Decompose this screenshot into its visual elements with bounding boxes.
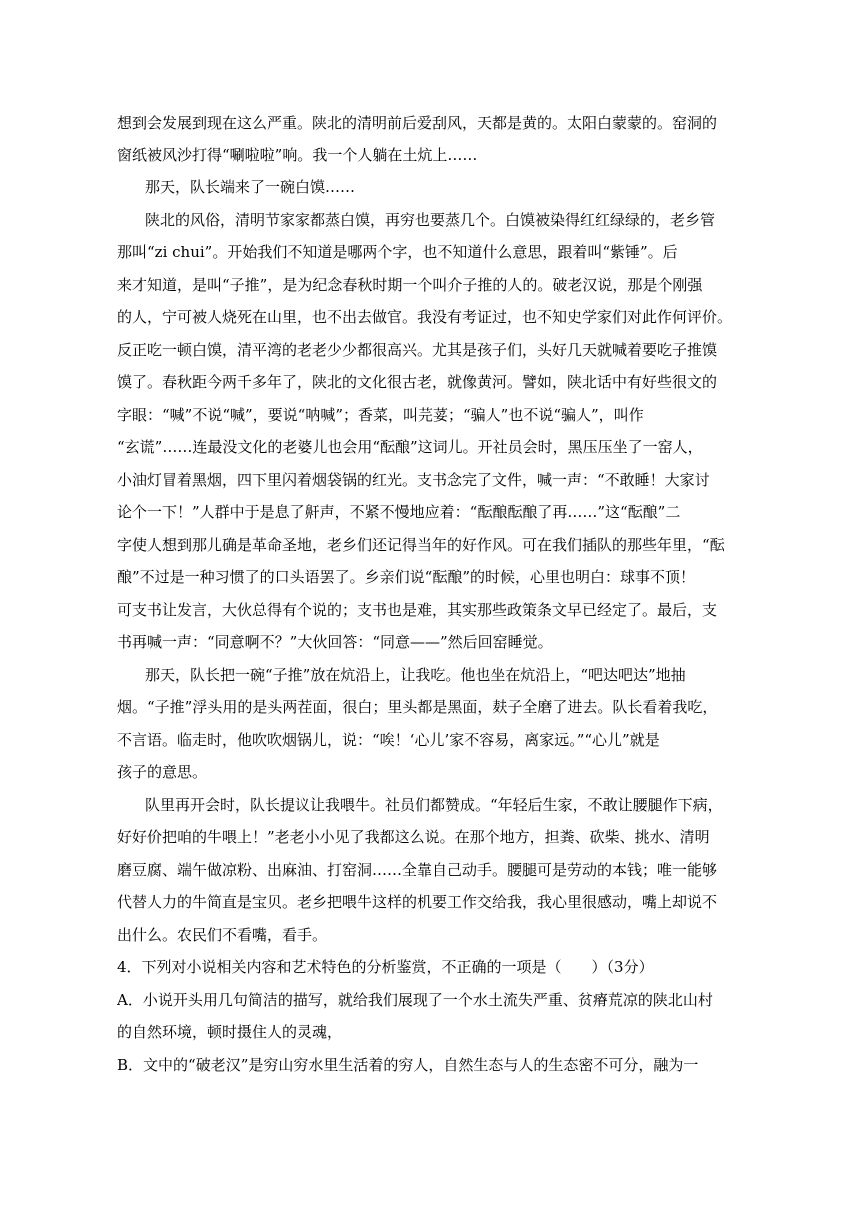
line-text: 烟。“子推”浮头用的是头两茬面，很白；里头都是黑面，麸子全磨了进去。队长看着我吃， xyxy=(117,698,718,716)
line-text: 陕北的风俗，清明节家家都蒸白馍，再穷也要蒸几个。白馍被染得红红绿绿的，老乡管 xyxy=(145,211,716,229)
line-text: A．小说开头用几句简洁的描写，就给我们展现了一个水土流失严重、贫瘠荒凉的陕北山村 xyxy=(117,991,713,1009)
text-line xyxy=(117,920,757,950)
line-text: 那叫“zi chui”。开始我们不知道是哪两个字，也不知道什么意思，跟着叫“紫锤”。后 xyxy=(117,243,678,261)
text-line xyxy=(117,985,757,1015)
text-line xyxy=(117,237,757,267)
text-line xyxy=(117,822,757,852)
text-line xyxy=(117,725,757,755)
line-text: 磨豆腐、端午做凉粉、出麻油、打窑洞……全靠自己动手。腰腿可是劳动的本钱；唯一能够 xyxy=(117,861,718,879)
line-text: 的人，宁可被人烧死在山里，也不出去做官。我没有考证过，也不知史学家们对此作何评价。 xyxy=(117,308,733,326)
text-line xyxy=(117,108,757,138)
line-text: 来才知道，是叫“子推”，是为纪念春秋时期一个叫介子推的人的。破老汉说，那是个刚强 xyxy=(117,276,703,294)
text-line xyxy=(117,497,757,527)
line-text: 可支书让发言，大伙总得有个说的；支书也是难，其实那些政策条文早已经定了。最后，支 xyxy=(117,601,718,619)
text-line xyxy=(145,172,757,202)
line-text: 字使人想到那儿确是革命圣地，老乡们还记得当年的好作风。可在我们插队的那些年里，“酝 xyxy=(117,536,725,554)
line-text: 馍了。春秋距今两千多年了，陕北的文化很古老，就像黄河。譬如，陕北话中有好些很文的 xyxy=(117,373,718,391)
text-line xyxy=(117,627,757,657)
text-line xyxy=(117,270,757,300)
line-text: 想到会发展到现在这么严重。陕北的清明前后爱刮风，天都是黄的。太阳白蒙蒙的。窑洞的 xyxy=(117,114,718,132)
text-line xyxy=(117,562,757,592)
text-line xyxy=(117,1017,757,1047)
line-text: B．文中的“破老汉”是穷山穷水里生活着的穷人，自然生态与人的生态密不可分，融为一 xyxy=(117,1056,699,1074)
text-line xyxy=(117,757,757,787)
line-text: 4．下列对小说相关内容和艺术特色的分析鉴赏，不正确的一项是（ ）（3分） xyxy=(117,958,654,976)
text-line xyxy=(117,140,757,170)
line-text: 论个一下！”人群中于是息了鼾声，不紧不慢地应着：“酝酿酝酿了再……”这“酝酿”二 xyxy=(117,503,681,521)
text-line xyxy=(145,790,757,820)
line-text: 不言语。临走时，他吹吹烟锅儿，说：“唉！‘心儿’家不容易，离家远。”“心儿”就是 xyxy=(117,731,660,749)
text-line xyxy=(145,205,757,235)
text-line xyxy=(117,855,757,885)
line-text: 酿”不过是一种习惯了的口头语罢了。乡亲们说“酝酿”的时候，心里也明白：球事不顶！ xyxy=(117,568,696,586)
text-line xyxy=(117,887,757,917)
text-line xyxy=(145,660,757,690)
text-line xyxy=(117,465,757,495)
line-text: 出什么。农民们不看嘴，看手。 xyxy=(117,926,328,944)
text-line xyxy=(117,1050,757,1080)
text-line xyxy=(117,432,757,462)
text-line xyxy=(117,530,757,560)
line-text: 代替人力的牛简直是宝贝。老乡把喂牛这样的机要工作交给我，我心里很感动，嘴上却说不 xyxy=(117,893,718,911)
text-line xyxy=(117,952,757,982)
line-text: 那天，队长端来了一碗白馍…… xyxy=(145,178,356,196)
text-line xyxy=(117,367,757,397)
line-text: 小油灯冒着黑烟，四下里闪着烟袋锅的红光。支书念完了文件，喊一声：“不敢睡！大家讨 xyxy=(117,471,710,489)
line-text: 反正吃一顿白馍，清平湾的老老少少都很高兴。尤其是孩子们，头好几天就喊着要吃子推馍 xyxy=(117,341,718,359)
line-text: 那天，队长把一碗“子推”放在炕沿上，让我吃。他也坐在炕沿上，“吧达吧达”地抽 xyxy=(145,666,686,684)
line-text: 字眼：“喊”不说“喊”，要说“呐喊”；香菜，叫芫荽；“骗人”也不说“骗人”，叫作 xyxy=(117,406,644,424)
line-text: 好好价把咱的牛喂上！”老老小小见了我都这么说。在那个地方，担粪、砍柴、挑水、清明 xyxy=(117,828,710,846)
text-line xyxy=(117,400,757,430)
line-text: 的自然环境，顿时摄住人的灵魂， xyxy=(117,1023,343,1041)
line-text: 书再喊一声：“同意啊不？”大伙回答：“同意——”然后回窑睡觉。 xyxy=(117,633,553,651)
line-text: 窗纸被风沙打得“唰啦啦”响。我一个人躺在土炕上…… xyxy=(117,146,478,164)
line-text: 孩子的意思。 xyxy=(117,763,208,781)
text-line xyxy=(117,335,757,365)
text-line xyxy=(117,302,757,332)
text-line xyxy=(117,692,757,722)
text-line xyxy=(117,595,757,625)
line-text: 队里再开会时，队长提议让我喂牛。社员们都赞成。“年轻后生家，不敢让腰腿作下病， xyxy=(145,796,723,814)
line-text: “玄谎”……连最没文化的老婆儿也会用“酝酿”这词儿。开社员会时，黑压压坐了一窑人， xyxy=(117,438,703,456)
